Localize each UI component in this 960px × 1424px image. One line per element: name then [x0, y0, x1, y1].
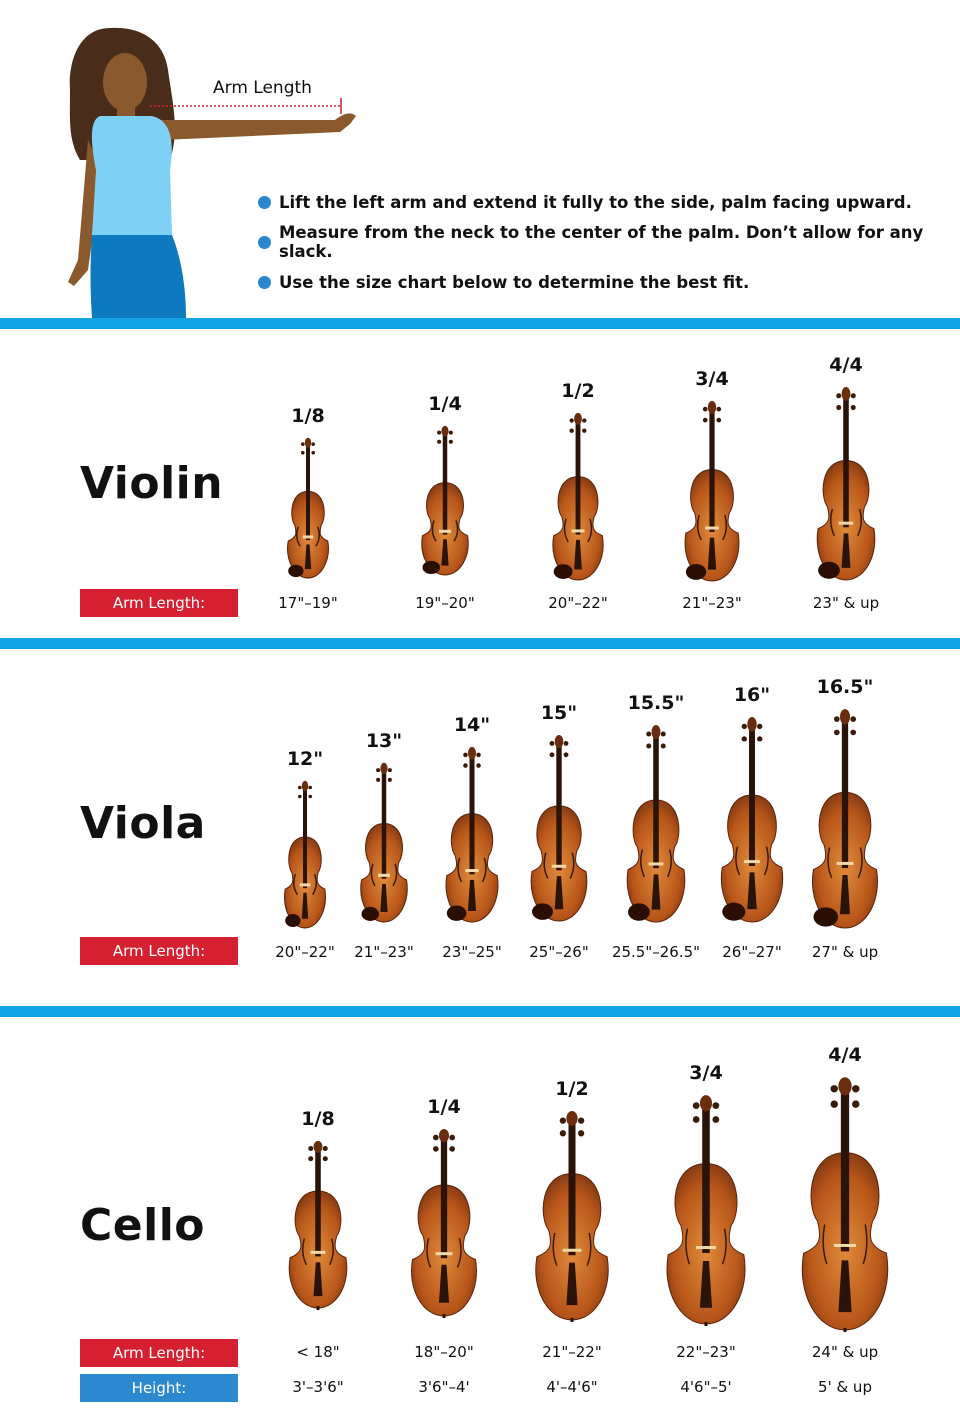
cello-size-column	[384, 1096, 504, 1318]
cello-illustration	[659, 1094, 753, 1326]
cello-illustration	[404, 1128, 484, 1318]
arm-length-value: 22"–23"	[676, 1343, 736, 1361]
viola-size-column	[785, 676, 905, 930]
cello-size-column	[646, 1062, 766, 1326]
arm-length-value: 23" & up	[812, 594, 880, 612]
violin-illustration	[546, 412, 610, 582]
height-value: 3'6"–4'	[418, 1378, 470, 1396]
instruction-item	[258, 182, 960, 222]
violin-illustration	[354, 762, 414, 924]
instructions-list	[258, 182, 960, 302]
size-label: 16"	[733, 684, 771, 706]
violin-size-column	[786, 354, 906, 582]
instruction-text: Use the size chart below to determine the best fit.	[279, 272, 750, 292]
cello-illustration	[282, 1140, 354, 1310]
violin-illustration	[714, 716, 790, 924]
size-label: 1/4	[428, 393, 462, 415]
violin-illustration	[620, 724, 692, 924]
size-label: 16.5"	[816, 676, 874, 698]
arm-length-value: 20"–22"	[275, 943, 335, 961]
size-label: 1/8	[291, 405, 325, 427]
height-value: 3'–3'6"	[292, 1378, 344, 1396]
arm-length-value: 23"–25"	[442, 943, 502, 961]
cello-size-column	[785, 1044, 905, 1332]
size-label: 15"	[540, 702, 578, 724]
arm-length-label: Arm Length	[213, 78, 312, 98]
arm-length-value: 25"–26"	[529, 943, 589, 961]
height-value: 4'–4'6"	[546, 1378, 598, 1396]
cello-title: Cello	[80, 1200, 206, 1251]
violin-illustration	[524, 734, 594, 923]
violin-size-column	[652, 368, 772, 583]
cello-arm-length-tag: Arm Length:	[80, 1339, 238, 1367]
section-divider	[0, 638, 960, 649]
height-value: 4'6"–5'	[680, 1378, 732, 1396]
arm-length-value: 27" & up	[811, 943, 879, 961]
size-label: 1/4	[427, 1096, 461, 1118]
arm-length-value: 21"–22"	[542, 1343, 602, 1361]
violin-size-column	[248, 405, 368, 580]
violin-illustration	[439, 746, 505, 924]
arm-length-value: < 18"	[296, 1343, 340, 1361]
size-label: 1/2	[561, 380, 595, 402]
violin-illustration	[810, 386, 882, 582]
cello-size-column	[258, 1108, 378, 1310]
instruction-item	[258, 262, 960, 302]
section-divider	[0, 1006, 960, 1017]
bullet-icon	[258, 276, 271, 289]
size-label: 4/4	[828, 1044, 862, 1066]
cello-illustration	[528, 1110, 616, 1322]
violin-size-column	[518, 380, 638, 582]
cello-size-column	[512, 1078, 632, 1322]
height-value: 5' & up	[818, 1378, 872, 1396]
arm-length-value: 21"–23"	[354, 943, 414, 961]
size-label: 1/2	[555, 1078, 589, 1100]
arm-length-value: 19"–20"	[415, 594, 475, 612]
viola-title: Viola	[80, 798, 206, 849]
arm-length-value: 17"–19"	[278, 594, 338, 612]
instruction-text: Lift the left arm and extend it fully to the side, palm facing upward.	[279, 192, 912, 212]
arm-length-value: 25.5"–26.5"	[611, 943, 701, 961]
violin-illustration	[678, 400, 746, 583]
arm-length-value: 26"–27"	[722, 943, 782, 961]
arm-length-value: 20"–22"	[548, 594, 608, 612]
arm-length-value: 21"–23"	[682, 594, 742, 612]
section-divider	[0, 318, 960, 329]
size-label: 13"	[365, 730, 403, 752]
arm-length-value: 18"–20"	[414, 1343, 474, 1361]
instruction-text: Measure from the neck to the center of the palm. Don’t allow for any slack.	[279, 223, 924, 261]
violin-illustration	[281, 437, 335, 580]
instruction-item	[258, 222, 960, 262]
size-label: 15.5"	[627, 692, 685, 714]
bullet-icon	[258, 196, 271, 209]
bullet-icon	[258, 236, 271, 249]
violin-size-column	[385, 393, 505, 577]
violin-illustration	[805, 708, 885, 930]
size-label: 14"	[453, 714, 491, 736]
cello-height-tag: Height:	[80, 1374, 238, 1402]
viola-arm-length-tag: Arm Length:	[80, 937, 238, 965]
arm-length-value: 24" & up	[811, 1343, 879, 1361]
cello-illustration	[794, 1076, 896, 1332]
size-label: 3/4	[689, 1062, 723, 1084]
violin-arm-length-tag: Arm Length:	[80, 589, 238, 617]
size-label: 3/4	[695, 368, 729, 390]
violin-illustration	[415, 425, 475, 577]
size-label: 12"	[286, 748, 324, 770]
size-label: 4/4	[829, 354, 863, 376]
violin-title: Violin	[80, 458, 224, 509]
size-label: 1/8	[301, 1108, 335, 1130]
